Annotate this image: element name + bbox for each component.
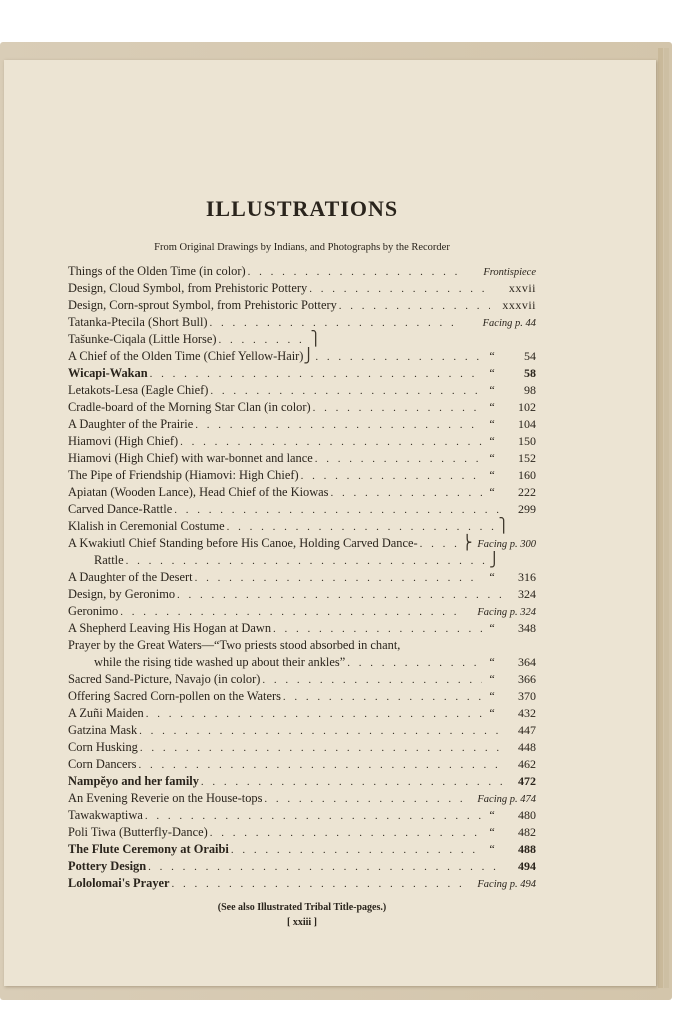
leader-dots [208,383,482,400]
brace-bottom: ⎭ [303,349,314,364]
entry-page: 488 [518,842,536,856]
list-item [68,858,536,875]
entry-page: 324 [518,587,536,601]
list-item [68,484,536,501]
ditto-mark: “ [489,451,495,465]
list-item [68,824,536,841]
entry-page: 299 [518,502,536,516]
entry-title: Apiatan (Wooden Lance), Head Chief of the Kiowas [68,485,329,499]
ditto-mark: “ [489,349,495,363]
list-item [68,569,536,586]
entry-title: Tawakwaptiwa [68,808,143,822]
entry-title: Rattle [94,553,124,567]
entry-page: 222 [518,485,536,499]
entry-page: 480 [518,808,536,822]
brace-bottom: ⎭ [489,553,500,568]
entry-title: Lololomai's Prayer [68,876,170,890]
entry-title: Hiamovi (High Chief) [68,434,179,448]
brace-top: ⎫ [310,332,321,347]
ditto-mark: “ [489,434,495,448]
leader-dots [311,400,482,417]
list-item [68,331,536,348]
entry-title: Klalish in Ceremonial Costume [68,519,225,533]
list-item [68,841,536,858]
entry-title: Prayer by the Great Waters—“Two priests stood absorbed in chant, [68,638,401,652]
brace-middle: ⎬ [462,536,473,551]
entry-page: Facing p. 324 [477,607,536,618]
entry-page: 152 [518,451,536,465]
page-edge-right-2 [664,48,669,988]
leader-dots [136,757,502,774]
entry-page: 370 [518,689,536,703]
list-item [68,467,536,484]
entry-title: The Flute Ceremony at Oraibi [68,842,229,856]
entry-page: 98 [524,383,536,397]
list-item [68,705,536,722]
illustrations-list [68,263,536,892]
leader-dots [345,655,482,672]
entry-page: Facing p. 300 [477,539,536,550]
leader-dots [260,672,482,689]
entry-page: xxxvii [502,298,536,312]
leader-dots [307,281,490,298]
entry-title: Design, Cloud Symbol, from Prehistoric Pottery [68,281,308,295]
ditto-mark: “ [489,672,495,686]
entry-page: Frontispiece [483,267,536,278]
list-item [68,637,536,654]
entry-page: 58 [524,366,536,380]
entry-page: 348 [518,621,536,635]
entry-title: A Chief of the Olden Time (Chief Yellow-Hair) [68,349,304,363]
leader-dots [281,689,482,706]
entry-title: Gatzina Mask [68,723,138,737]
list-item [68,416,536,433]
leader-dots [138,740,502,757]
page-number: [ xxiii ] [287,917,317,928]
list-item [68,603,536,620]
list-item [68,654,536,671]
entry-page: 432 [518,706,536,720]
list-item [68,314,536,331]
entry-title: Tatanka-Ptecila (Short Bull) [68,315,208,329]
book-page [4,60,656,986]
entry-title: Carved Dance-Rattle [68,502,173,516]
entry-title: Wicapi-Wakan [68,366,148,380]
list-item [68,671,536,688]
leader-dots [146,859,502,876]
leader-dots [313,451,482,468]
leader-dots [299,468,482,485]
ditto-mark: “ [489,485,495,499]
list-item [68,280,536,297]
list-item [68,399,536,416]
entry-page: 102 [518,400,536,414]
ditto-mark: “ [489,383,495,397]
list-item [68,620,536,637]
leader-dots [193,417,482,434]
list-item [68,501,536,518]
ditto-mark: “ [489,825,495,839]
list-item [68,535,536,552]
list-item [68,756,536,773]
leader-dots [329,485,483,502]
ditto-mark: “ [489,655,495,669]
entry-title: A Daughter of the Desert [68,570,193,584]
leader-dots [262,791,462,808]
entry-title: Things of the Olden Time (in color) [68,264,246,278]
entry-page: 104 [518,417,536,431]
list-item [68,382,536,399]
page-subtitle: From Original Drawings by Indians, and Photographs by the Recorder [154,242,450,253]
footer-note: (See also Illustrated Tribal Title-pages.) [217,902,387,913]
list-item [68,807,536,824]
entry-title: A Daughter of the Prairie [68,417,194,431]
list-item [68,365,536,382]
leader-dots [170,876,462,893]
leader-dots [193,570,482,587]
entry-title: Offering Sacred Corn-pollen on the Waters [68,689,281,703]
entry-title: Corn Dancers [68,757,137,771]
entry-title: Geronimo [68,604,119,618]
list-item [68,586,536,603]
entry-title: Nampĕyo and her family [68,774,199,788]
list-item [68,790,536,807]
entry-page: Facing p. 474 [477,794,536,805]
entry-title: Letakots-Lesa (Eagle Chief) [68,383,209,397]
entry-page: Facing p. 44 [482,318,536,329]
entry-page: 447 [518,723,536,737]
entry-page: 482 [518,825,536,839]
list-item [68,263,536,280]
ditto-mark: “ [489,689,495,703]
leader-dots [271,621,482,638]
leader-dots [178,434,482,451]
ditto-mark: “ [489,621,495,635]
list-item [68,875,536,892]
entry-page: 316 [518,570,536,584]
page-title: ILLUSTRATIONS [205,196,399,221]
entry-title: A Zuñi Maiden [68,706,144,720]
entry-title: Pottery Design [68,859,147,873]
entry-title: A Shepherd Leaving His Hogan at Dawn [68,621,272,635]
entry-title: Sacred Sand-Picture, Navajo (in color) [68,672,261,686]
list-item [68,433,536,450]
entry-page: 472 [518,774,536,788]
entry-page: 150 [518,434,536,448]
leader-dots [172,502,502,519]
leader-dots [143,808,482,825]
entry-title: An Evening Reverie on the House-tops [68,791,263,805]
leader-dots [144,706,482,723]
leader-dots [124,553,490,570]
list-item [68,552,536,569]
leader-dots [337,298,490,315]
list-item [68,297,536,314]
entry-title: Tašunke-Ciqala (Little Horse) [68,332,217,346]
leader-dots [208,825,482,842]
ditto-mark: “ [489,468,495,482]
ditto-mark: “ [489,706,495,720]
leader-dots [199,774,502,791]
list-item [68,450,536,467]
entry-page: 494 [518,859,536,873]
leader-dots [208,315,462,332]
entry-title: Design, by Geronimo [68,587,176,601]
entry-title: Hiamovi (High Chief) with war-bonnet and lance [68,451,313,465]
list-item [68,739,536,756]
entry-page: 54 [524,349,536,363]
list-item [68,348,536,365]
list-item [68,688,536,705]
entry-page: 366 [518,672,536,686]
leader-dots [418,536,462,553]
entry-page: 462 [518,757,536,771]
brace-top: ⎫ [498,519,509,534]
leader-dots [313,349,482,366]
entry-page: 364 [518,655,536,669]
ditto-mark: “ [489,842,495,856]
entry-title: Design, Corn-sprout Symbol, from Prehistoric Pottery [68,298,337,312]
entry-page: Facing p. 494 [477,879,536,890]
leader-dots [175,587,502,604]
ditto-mark: “ [489,366,495,380]
leader-dots [118,604,462,621]
leader-dots [148,366,482,383]
entry-title: while the rising tide washed up about their ankles” [94,655,346,669]
ditto-mark: “ [489,808,495,822]
leader-dots [137,723,502,740]
entry-title: Poli Tiwa (Butterfly-Dance) [68,825,208,839]
entry-title: A Kwakiutl Chief Standing before His Canoe, Holding Carved Dance- [68,536,418,550]
entry-title: Corn Husking [68,740,138,754]
leader-dots [216,332,310,349]
page-edge-right [658,48,663,988]
list-item [68,518,536,535]
entry-page: 160 [518,468,536,482]
ditto-mark: “ [489,400,495,414]
list-item [68,722,536,739]
leader-dots [225,519,499,536]
entry-page: 448 [518,740,536,754]
entry-title: The Pipe of Friendship (Hiamovi: High Chief) [68,468,299,482]
ditto-mark: “ [489,570,495,584]
leader-dots [246,264,462,281]
list-item [68,773,536,790]
leader-dots [229,842,482,859]
ditto-mark: “ [489,417,495,431]
entry-title: Cradle-board of the Morning Star Clan (in color) [68,400,311,414]
entry-page: xxvii [508,281,536,295]
